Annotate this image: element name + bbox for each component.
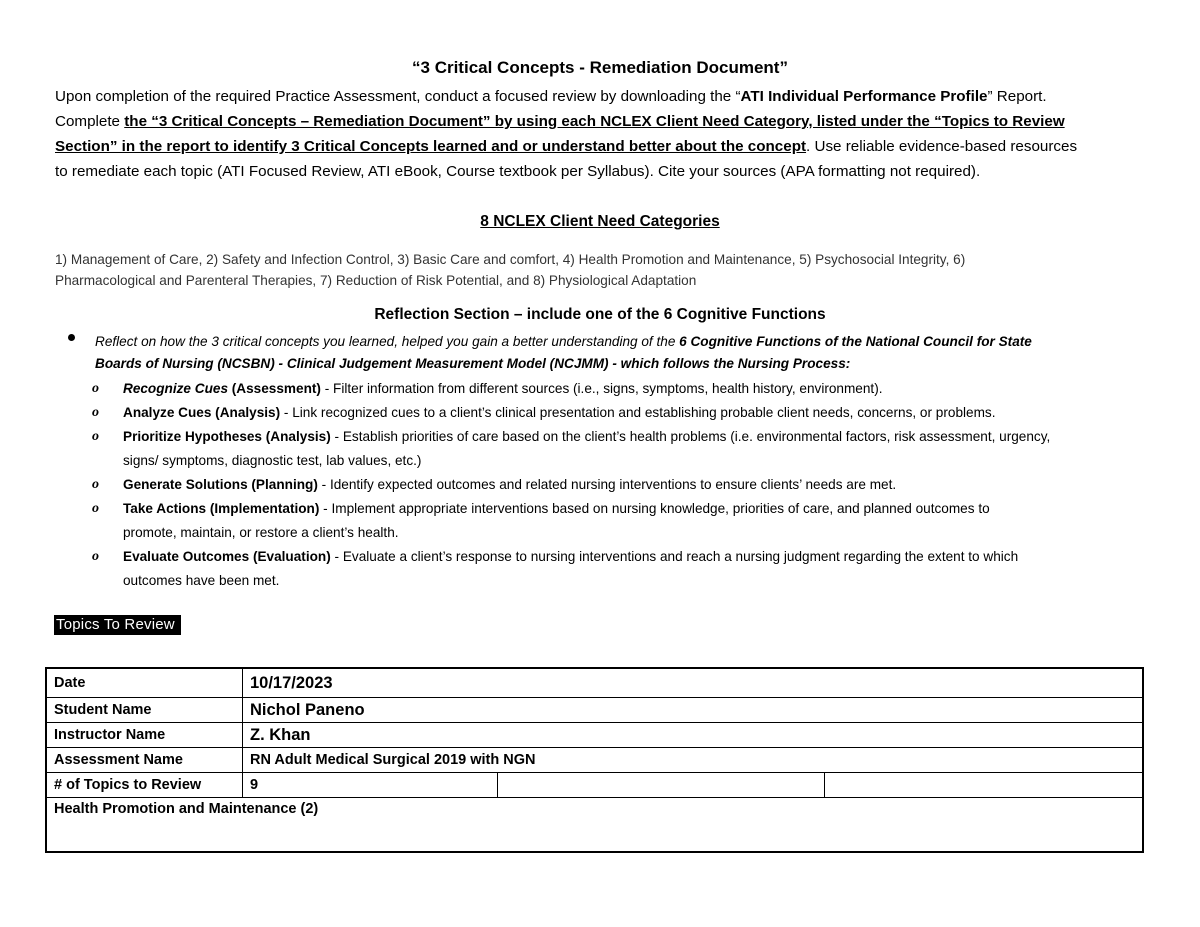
- function-name: Recognize Cues: [123, 381, 228, 396]
- report-name: ATI Individual Performance Profile: [740, 88, 988, 105]
- assessment-name-label: Assessment Name: [46, 748, 243, 773]
- function-description-cont: signs/ symptoms, diagnostic test, lab values, etc.): [123, 453, 422, 468]
- reflection-heading: Reflection Section – include one of the 6 Cognitive Functions: [374, 306, 826, 323]
- categories-line-2: Pharmacological and Parenteral Therapies, 7) Reduction of Risk Potential, and 8) Physiological Adaptation: [55, 273, 697, 288]
- function-name: Take Actions (Implementation): [123, 501, 320, 516]
- reflection-emphasis: 6 Cognitive Functions of the National Council for State: [679, 334, 1032, 349]
- function-description: - Link recognized cues to a client’s clinical presentation and establishing probable client needs, concerns, or problems.: [280, 405, 996, 420]
- categories-heading: 8 NCLEX Client Need Categories: [480, 213, 720, 230]
- circle-bullet-icon: o: [92, 501, 99, 516]
- cognitive-functions-list: [92, 377, 1166, 593]
- instructor-name-label: Instructor Name: [46, 723, 243, 748]
- student-name-label: Student Name: [46, 698, 243, 723]
- intro-emphasis: Section” in the report to identify 3 Critical Concepts learned and or understand better about the concept: [55, 138, 807, 155]
- date-label: Date: [46, 668, 243, 698]
- reflection-line-1: [95, 331, 1165, 353]
- list-item: [92, 497, 1166, 545]
- function-description: - Implement appropriate interventions based on nursing knowledge, priorities of care, and planned outcomes to: [319, 501, 990, 516]
- document-title: “3 Critical Concepts - Remediation Document”: [412, 58, 788, 77]
- instructor-name-value: Z. Khan: [243, 723, 1144, 748]
- health-promotion-section: Health Promotion and Maintenance (2): [46, 798, 1143, 853]
- circle-bullet-icon: o: [92, 429, 99, 444]
- categories-list: [55, 249, 1155, 291]
- function-description: - Evaluate a client’s response to nursing interventions and reach a nursing judgment regarding the extent to which: [330, 549, 1019, 564]
- function-name: Prioritize Hypotheses (Analysis): [123, 429, 331, 444]
- intro-text: Complete: [55, 113, 125, 130]
- table-row: [46, 668, 1143, 698]
- list-item-text: [123, 401, 1166, 425]
- function-name: Analyze Cues (Analysis): [123, 405, 281, 420]
- intro-line-4: to remediate each topic (ATI Focused Review, ATI eBook, Course textbook per Syllabus). Cite your sources (APA formatting not required).: [55, 163, 981, 180]
- list-item: [92, 401, 1166, 425]
- list-item: [92, 377, 1166, 401]
- table-row: [46, 773, 1143, 798]
- reflection-line-2: Boards of Nursing (NCSBN) - Clinical Judgement Measurement Model (NCJMM) - which follows the Nursing Process:: [95, 356, 851, 371]
- list-item-text: [123, 545, 1166, 569]
- reflection-text: Reflect on how the 3 critical concepts you learned, helped you gain a better understanding of the: [95, 334, 680, 349]
- list-item-text: [123, 497, 1166, 521]
- topics-count-label: # of Topics to Review: [46, 773, 243, 798]
- student-name-value: Nichol Paneno: [243, 698, 1144, 723]
- intro-text: ” Report.: [987, 88, 1047, 105]
- function-description-cont: outcomes have been met.: [123, 573, 280, 588]
- circle-bullet-icon: o: [92, 477, 99, 492]
- list-item: [92, 473, 1166, 497]
- intro-line-3: [55, 134, 1155, 159]
- circle-bullet-icon: o: [92, 549, 99, 564]
- empty-cell: [498, 773, 825, 798]
- intro-emphasis: the “3 Critical Concepts – Remediation Document” by using each NCLEX Client Need Category, listed under the “Topics to Review: [124, 113, 1065, 130]
- intro-line-1: [55, 84, 1155, 109]
- list-item: [92, 425, 1166, 473]
- reflection-instruction: [95, 331, 1165, 375]
- student-info-table: [45, 667, 1144, 853]
- function-phase: (Assessment): [228, 381, 321, 396]
- list-item: [92, 545, 1166, 593]
- table-row: [46, 723, 1143, 748]
- function-description: - Filter information from different sources (i.e., signs, symptoms, health history, environment).: [320, 381, 883, 396]
- intro-line-2: [55, 109, 1155, 134]
- circle-bullet-icon: o: [92, 405, 99, 420]
- function-name: Evaluate Outcomes (Evaluation): [123, 549, 331, 564]
- list-item-text: [123, 473, 1166, 497]
- categories-line-1: 1) Management of Care, 2) Safety and Infection Control, 3) Basic Care and comfort, 4) Health Promotion and Maintenance, 5) Psychosocial Integrity, 6): [55, 252, 966, 267]
- assessment-name-value: RN Adult Medical Surgical 2019 with NGN: [243, 748, 1144, 773]
- function-name: Generate Solutions (Planning): [123, 477, 318, 492]
- function-description-cont: promote, maintain, or restore a client’s health.: [123, 525, 399, 540]
- table-row: [46, 748, 1143, 773]
- empty-cell: [825, 773, 1144, 798]
- intro-text: . Use reliable evidence-based resources: [806, 138, 1078, 155]
- topics-count-value: 9: [243, 773, 498, 798]
- table-row: [46, 798, 1143, 853]
- list-item-text: [123, 425, 1166, 449]
- date-value: 10/17/2023: [243, 668, 1144, 698]
- bullet-icon: [68, 334, 75, 341]
- intro-paragraph: [55, 84, 1155, 184]
- function-description: - Establish priorities of care based on the client’s health problems (i.e. environmental factors, risk assessment, urgency,: [330, 429, 1051, 444]
- intro-text: Upon completion of the required Practice Assessment, conduct a focused review by downloading the “: [55, 88, 741, 105]
- circle-bullet-icon: o: [92, 381, 99, 396]
- table-row: [46, 698, 1143, 723]
- topics-to-review-label: Topics To Review: [54, 615, 181, 635]
- list-item-text: [123, 377, 1166, 401]
- function-description: - Identify expected outcomes and related nursing interventions to ensure clients’ needs are met.: [317, 477, 897, 492]
